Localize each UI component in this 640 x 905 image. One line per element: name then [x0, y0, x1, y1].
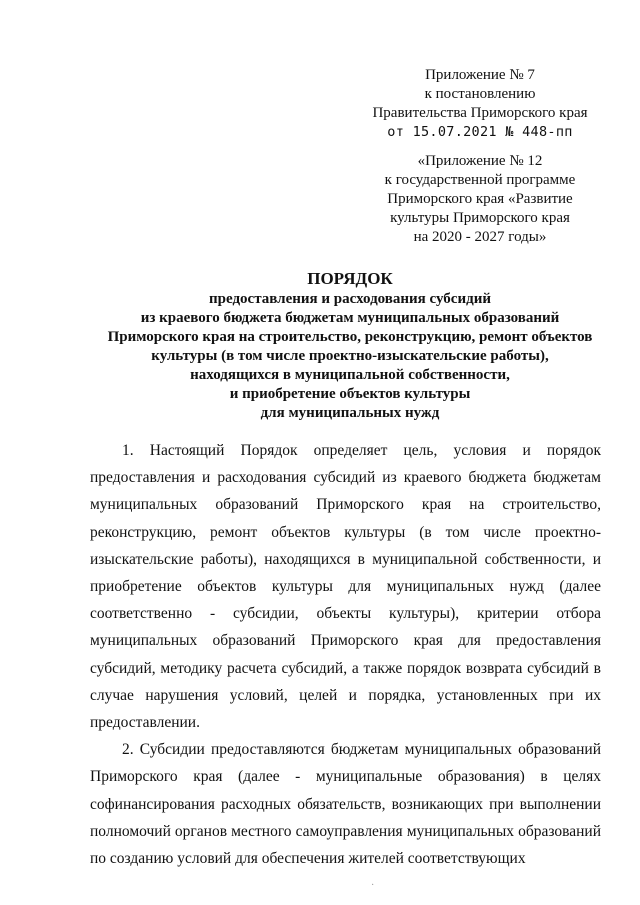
program-appendix-header [355, 152, 605, 247]
document-title [80, 268, 620, 423]
appendix-government: Правительства Приморского края [372, 105, 588, 121]
appendix-number: Приложение № 7 [425, 67, 535, 83]
title-line: и приобретение объектов культуры [229, 386, 471, 402]
title-line: Приморского края на строительство, реконструкцию, ремонт объектов [107, 329, 593, 345]
program-appendix-line: «Приложение № 12 [417, 153, 543, 169]
paragraph-1: 1. Настоящий Порядок определяет цель, условия и порядок предоставления и расходования субсидий из краевого бюджета бюджетам муниципальных образований Приморского края на строительство, реконструкцию, ремонт объектов культуры (в том числе проектно-изыскательские работы), находящихся в муниципальной собственности, и приобретение объектов культуры для муниципальных нужд (далее соответственно - субсидии, объекты культуры), критерии отбора муниципальных образований Приморского края для предоставления субсидий, методику расчета субсидий, а также порядок возврата субсидий в случае нарушения условий, целей и порядка, установленных при их предоставлении. [90, 442, 601, 732]
appendix-date-stamp: от 15.07.2021 № 448-пп [387, 124, 573, 140]
title-subtitle [80, 290, 620, 423]
program-appendix-line: Приморского края «Развитие [387, 191, 573, 207]
appendix-to-resolution: к постановлению [424, 86, 536, 102]
paragraph-2: 2. Субсидии предоставляются бюджетам муниципальных образований Приморского края (далее - муниципальные образования) в целях софинансирования расходных обязательств, возникающих при выполнении полномочий органов местного самоуправления муниципальных образований по созданию условий для обеспечения жителей соответствующих [90, 741, 601, 868]
title-line: для муниципальных нужд [260, 405, 440, 421]
program-appendix-line: к государственной программе [384, 172, 576, 188]
program-appendix-line: культуры Приморского края [390, 210, 570, 226]
title-line: находящихся в муниципальной собственности, [190, 367, 510, 383]
title-line: из краевого бюджета бюджетам муниципальных образований [140, 310, 560, 326]
document-body [90, 437, 601, 872]
program-appendix-line: на 2020 - 2027 годы» [413, 229, 547, 245]
title-line: предоставления и расходования субсидий [209, 291, 491, 307]
scan-dot: · [371, 880, 375, 891]
appendix-header [355, 66, 605, 142]
title-heading: ПОРЯДОК [307, 269, 393, 288]
title-line: культуры (в том числе проектно-изыскательские работы), [151, 348, 549, 364]
